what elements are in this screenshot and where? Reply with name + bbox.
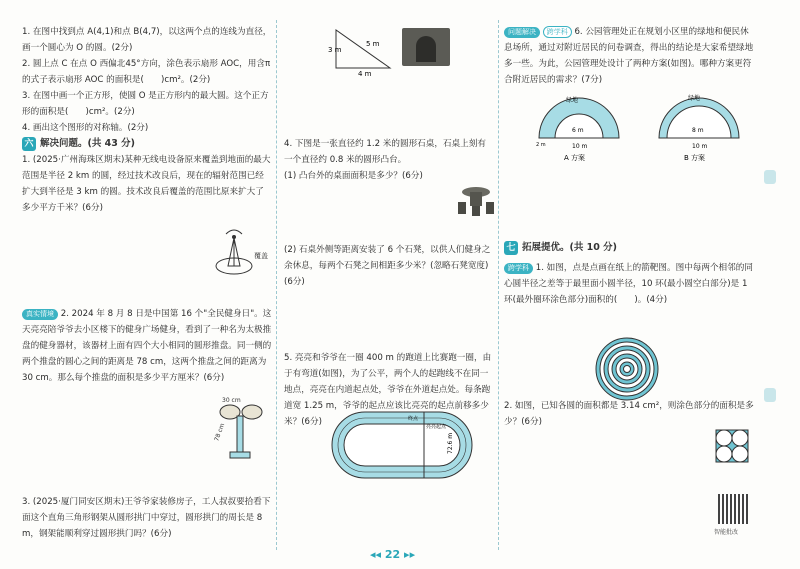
running-track-figure: [328, 406, 478, 486]
section-badge: 七: [504, 241, 518, 255]
problem-solving-tag: 问题解决: [504, 27, 540, 38]
next-page-icon: ▸▸: [404, 548, 416, 561]
problem-1: 1. (2025·广州海珠区期末)某种无线电设备原来覆盖到地面的最大范围是半径 2 km 的圆，经过技术改良后，现在的辐射范围已经扩大到半径是 3 km 的圆。技术改良后覆盖的范围比原来扩大了多少平方千米？(6分): [22, 155, 271, 213]
problem-6: [504, 24, 756, 88]
prev-page-icon: ◂◂: [370, 548, 382, 561]
finish-label: 终点: [408, 416, 419, 422]
page-number: [370, 548, 415, 561]
real-context-tag: 真实情境: [22, 309, 58, 320]
question-1: 1. 在图中找到点 A(4,1)和点 B(4,7)，以这两个点的连线为直径，画一个圆心为 O 的圆。(2分): [22, 27, 272, 53]
page-number-text: 22: [384, 548, 401, 561]
problem-3: 3. (2025·厦门同安区期末)王爷爷家装修房子，工人叔叔要拾看下面这个直角三角形钢架从圆形拱门中穿过，圆形拱门的周长是 8 m，钢架能顺利穿过圆形拱门吗？(6分): [22, 497, 271, 539]
dim-2m: 2 m: [536, 142, 546, 148]
column-divider: [498, 20, 499, 550]
dim-8m: 8 m: [692, 127, 704, 134]
section-title: 解决问题。(共 43 分): [40, 138, 136, 149]
antenna-icon: [212, 228, 272, 278]
stone-table-photo: [456, 182, 496, 218]
extension-1: [504, 260, 756, 308]
dim-30cm: 30 cm: [222, 397, 241, 404]
question-4: 4. 画出这个图形的对称轴。(2分): [22, 123, 149, 133]
plan-b-caption: B 方案: [684, 154, 706, 162]
section-title: 拓展提优。(共 10 分): [522, 242, 618, 253]
side-tab: [764, 388, 776, 402]
dim-6m: 6 m: [572, 127, 584, 134]
side-5m: 5 m: [366, 40, 380, 48]
plan-a-figure: [534, 88, 624, 162]
question-2: 2. 圆上点 C 在点 O 西偏北45°方向，涂色表示扇形 AOC，用含π的式子表示扇形 AOC 的面积是( )cm²。(2分): [22, 59, 271, 85]
tai-chi-pusher-figure: [212, 396, 272, 466]
problem-4b: (2) 石桌外侧等距离安装了 6 个石凳，以供人们健身之余休息，每两个石凳之间相距多少米？(忽略石凳宽度)(6分): [284, 245, 491, 287]
side-3m: 3 m: [328, 46, 342, 54]
section-badge: 六: [22, 137, 36, 151]
coverage-label: 覆盖: [254, 252, 268, 260]
problem-4a: (1) 凸台外的桌面面积是多少？(6分): [284, 171, 423, 181]
arch-door-photo: [402, 28, 450, 66]
plan-b-figure: [654, 88, 744, 162]
extension-2: 2. 如图，已知各圆的面积都是 3.14 cm²，则涂色部分的面积是多少？(6分): [504, 401, 754, 427]
right-triangle-figure: [328, 24, 398, 76]
question-3: 3. 在图中画一个正方形，使圆 O 是正方形内的最大圆。这个正方形的面积是( )cm²。(2分): [22, 91, 269, 117]
cross-subject-tag: 跨学科: [543, 26, 572, 38]
qr-label: 智能批改: [714, 529, 739, 536]
problem-4: 4. 下图是一张直径约 1.2 米的圆形石桌，石桌上刻有一个直径约 0.8 米的圆形凸台。: [284, 139, 486, 165]
section-header-7: [504, 240, 756, 256]
dim-10m-a: 10 m: [572, 143, 588, 150]
dim-10m-b: 10 m: [692, 143, 708, 150]
target-figure: [594, 336, 660, 402]
four-circles-figure: [714, 428, 750, 464]
problem-6-text: 6. 公园管理处正在规划小区里的绿地和便民休息场所，通过对附近居民的问卷调查，得出的结论是大家希望绿地多一些。为此，公园管理处设计了两种方案(如图)。哪种方案更符合附近居民的需求？(7分): [504, 27, 754, 85]
side-tab: [764, 170, 776, 184]
cross-subject-tag: 跨学科: [504, 263, 533, 274]
plan-a-caption: A 方案: [564, 154, 586, 162]
start-label: 亮亮起点: [426, 424, 447, 430]
side-4m: 4 m: [358, 70, 372, 76]
extension-1-text: 1. 如图，点是点画在纸上的箭靶图。图中每两个相邻的同心圆半径之差等于最里面小圆半径，10 环(最小圆空白部分)是 1 环(最外圈环涂色部分)面积的( )。(4分): [504, 263, 753, 305]
dim-78cm: 78 cm: [213, 422, 227, 443]
green-label-b: 绿地: [688, 95, 701, 102]
qr-code: [718, 494, 748, 524]
section-header-6: [22, 136, 272, 152]
problem-5: 5. 亮亮和爷爷在一圈 400 m 的跑道上比赛跑一圈，由于有弯道(如图)，为了公平，两个人的起跑线不在同一地点，亮亮在内道起点处，爷爷在外道起点处。每条跑道宽 1.25 m，爷爷的起点应该比亮亮的起点前移多少米？(6分): [284, 353, 492, 427]
green-label-a: 绿地: [566, 97, 579, 104]
width-label: 72.6 m: [447, 432, 454, 454]
problem-2-text: 2. 2024 年 8 月 8 日是中国第 16 个"全民健身日"。这天亮亮陪爷爷去小区楼下的健身广场健身，看到了一种名为太极推盘的健身器材，该器材上面有四个大小相同的圆形推盘。同一侧的两个推盘的圆心之间的距离是 78 cm，这两个推盘之间的距离为 30 cm。那么每个推盘的面积是多少平方厘米？(6分): [22, 309, 272, 383]
column-divider: [276, 20, 277, 550]
problem-2: [22, 306, 272, 386]
